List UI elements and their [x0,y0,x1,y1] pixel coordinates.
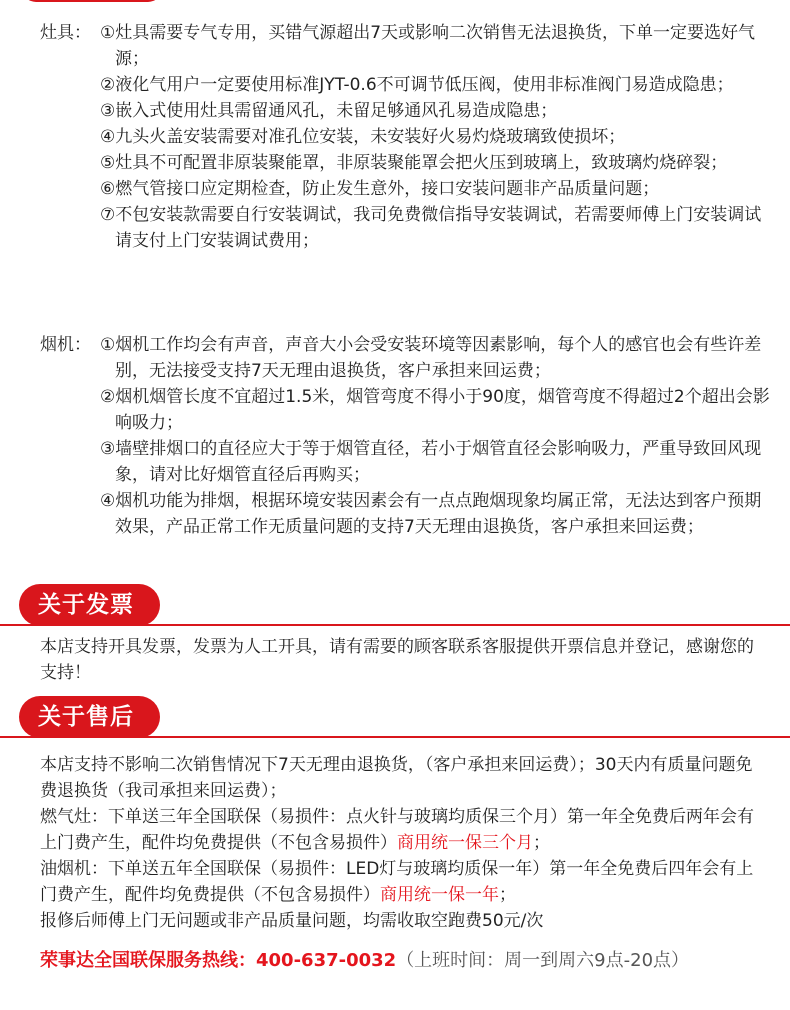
stove-label: 灶具： [40,23,91,43]
hotline-number: 400-637-0032 [256,950,397,971]
invoice-heading: 关于发票 [19,584,160,626]
hood-section [40,332,770,540]
aftersale-stove-end: ； [533,833,550,853]
aftersale-stove-line [40,804,760,856]
aftersale-hood-line [40,856,760,908]
aftersale-hood-highlight: 商用统一保一年 [380,885,499,905]
stove-rule-item: ④九头火盖安装需要对准孔位安装，未安装好火易灼烧玻璃致使损坏； [100,127,626,147]
aftersale-hood-text: 油烟机：下单送五年全国联保（易损件：LED灯与玻璃均质保一年）第一年全免费后四年会有上门费产生，配件均免费提供（不包含易损件） [40,859,754,905]
hood-rule-item: ②烟机烟管长度不宜超过1.5米，烟管弯度不得小于90度，烟管弯度不得超过2个超出会影响吸力； [100,387,770,433]
aftersale-heading: 关于售后 [19,696,160,738]
aftersale-stove-highlight: 商用统一保三个月 [397,833,533,853]
aftersale-hood-end: ； [499,885,516,905]
service-hotline [40,946,780,976]
stove-section [40,20,770,254]
stove-rule-item: ⑤灶具不可配置非原装聚能罩，非原装聚能罩会把火压到玻璃上，致玻璃灼烧碎裂； [100,153,728,173]
aftersale-policy-line: 本店支持不影响二次销售情况下7天无理由退换货，（客户承担来回运费）；30天内有质量问题免费退换货（我司承担来回运费）； [40,755,753,801]
invoice-text: 本店支持开具发票，发票为人工开具，请有需要的顾客联系客服提供开票信息并登记，感谢您的支持！ [40,637,754,683]
hood-rule-item: ③墙壁排烟口的直径应大于等于烟管直径，若小于烟管直径会影响吸力，严重导致回风现象，请对比好烟管直径后再购买； [100,439,762,485]
hood-rule-item: ④烟机功能为排烟，根据环境安装因素会有一点点跑烟现象均属正常，无法达到客户预期效果，产品正常工作无质量问题的支持7天无理由退换货，客户承担来回运费； [100,491,762,537]
hood-label: 烟机： [40,335,91,355]
stove-rule-item: ③嵌入式使用灶具需留通风孔，未留足够通风孔易造成隐患； [100,101,558,121]
hotline-label: 荣事达全国联保服务热线： [40,950,256,971]
stove-rule-item: ⑥燃气管接口应定期检查，防止发生意外，接口安装问题非产品质量问题； [100,179,660,199]
invoice-divider [0,624,790,626]
aftersale-divider [0,736,790,738]
aftersale-repair-line: 报修后师傅上门无问题或非产品质量问题，均需收取空跑费50元/次 [40,911,544,931]
aftersale-body [40,752,760,934]
hood-rule-item: ①烟机工作均会有声音，声音大小会受安装环境等因素影响，每个人的感官也会有些许差别，无法接受支持7天无理由退换货，客户承担来回运费； [100,335,762,381]
stove-rule-item: ②液化气用户一定要使用标准JYT-0.6不可调节低压阀，使用非标准阀门易造成隐患； [100,75,734,95]
aftersale-stove-text: 燃气灶：下单送三年全国联保（易损件：点火针与玻璃均质保三个月）第一年全免费后两年会有上门费产生，配件均免费提供（不包含易损件） [40,807,754,853]
top-tab-decoration [22,0,162,2]
hotline-hours: （上班时间：周一到周六9点-20点） [396,950,690,971]
stove-rule-item: ⑦不包安装款需要自行安装调试，我司免费微信指导安装调试，若需要师傅上门安装调试请支付上门安装调试费用； [100,205,762,251]
stove-rule-item: ①灶具需要专气专用，买错气源超出7天或影响二次销售无法退换货，下单一定要选好气源； [100,23,756,69]
